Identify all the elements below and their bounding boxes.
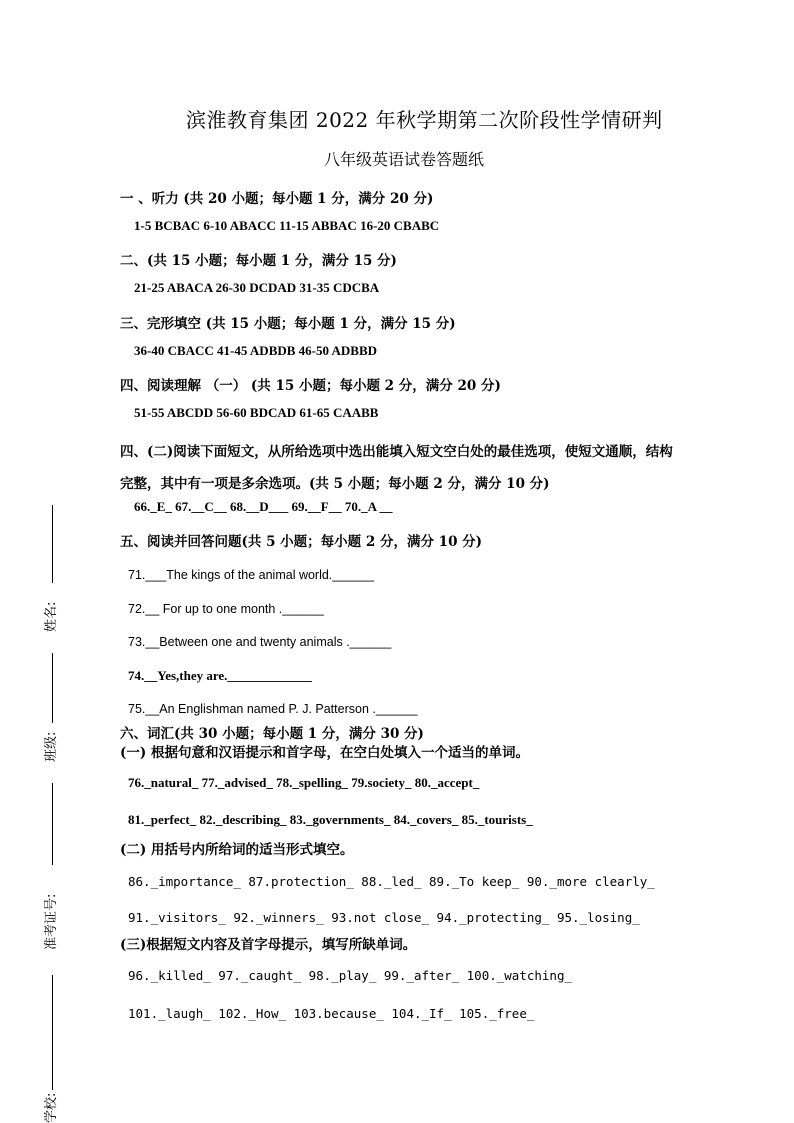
answer-75: 75.__An Englishman named P. J. Patterson .______ [128, 702, 418, 716]
section-cloze-heading: 三、完形填空 (共 15 小题；每小题 1 分，满分 15 分) [120, 316, 456, 332]
section-listening-answers: 1-5 BCBAC 6-10 ABACC 11-15 ABBAC 16-20 CBABC [134, 218, 440, 233]
name-label: 姓名: [44, 601, 59, 632]
section-vocab-sub2: (二) 用括号内所给词的适当形式填空。 [120, 842, 354, 858]
section-2-heading: 二、(共 15 小题；每小题 1 分，满分 15 分) [120, 253, 397, 269]
binding-line-class [52, 653, 53, 723]
binding-line-name [52, 505, 53, 583]
section-listening-heading: 一 、听力 (共 20 小题；每小题 1 分，满分 20 分) [120, 191, 434, 207]
section-2-answers: 21-25 ABACA 26-30 DCDAD 31-35 CDCBA [134, 280, 380, 295]
answer-72: 72.__ For up to one month .______ [128, 602, 324, 616]
class-label: 班级: [44, 731, 59, 762]
section-qa-heading: 五、阅读并回答问题(共 5 小题；每小题 2 分，满分 10 分) [120, 534, 483, 550]
answer-74: 74.__Yes,they are._____________ [128, 668, 312, 683]
section-vocab-sub1: (一) 根据句意和汉语提示和首字母，在空白处填入一个适当的单词。 [120, 745, 529, 761]
section-vocab-heading: 六、词汇(共 30 小题；每小题 1 分，满分 30 分) [120, 726, 424, 742]
page-subtitle: 八年级英语试卷答题纸 [324, 150, 485, 169]
answers-81-85: 81._perfect_ 82._describing_ 83._governments_ 84._covers_ 85._tourists_ [128, 812, 533, 827]
binding-line-examid [52, 783, 53, 865]
exam-id-label: 准考证号: [44, 893, 59, 950]
answer-73: 73.__Between one and twenty animals .______ [128, 635, 392, 649]
page-title: 滨淮教育集团 2022 年秋学期第二次阶段性学情研判 [186, 108, 663, 132]
answers-101-105: 101._laugh_ 102._How_ 103.because_ 104._If_ 105._free_ [128, 1006, 535, 1021]
section-reading-1-answers: 51-55 ABCDD 56-60 BDCAD 61-65 CAABB [134, 405, 379, 420]
section-vocab-sub3: (三)根据短文内容及首字母提示，填写所缺单词。 [120, 937, 417, 953]
section-reading-2-answers: 66._E_ 67.__C__ 68.__D___ 69.__F__ 70._A __ [134, 499, 393, 514]
answers-76-80: 76._natural_ 77._advised_ 78._spelling_ 79.society_ 80._accept_ [128, 775, 480, 790]
section-reading-2-heading: 四、(二)阅读下面短文，从所给选项中选出能填入短文空白处的最佳选项，使短文通顺，结构完整，其中有一项是多余选项。(共 5 小题；每小题 2 分，满分 10 分) [120, 444, 673, 492]
section-reading-1-heading: 四、阅读理解 （一） (共 15 小题；每小题 2 分，满分 20 分) [120, 378, 501, 394]
binding-line-school [52, 975, 53, 1090]
answers-91-95: 91._visitors_ 92._winners_ 93.not close_ 94._protecting_ 95._losing_ [128, 910, 640, 925]
answer-71: 71.___The kings of the animal world.______ [128, 568, 374, 582]
section-cloze-answers: 36-40 CBACC 41-45 ADBDB 46-50 ADBBD [134, 343, 378, 358]
answers-86-90: 86._importance_ 87.protection_ 88._led_ 89._To keep_ 90._more clearly_ [128, 874, 655, 889]
answers-96-100: 96._killed_ 97._caught_ 98._play_ 99._after_ 100._watching_ [128, 968, 573, 983]
school-label: 学校: [44, 1092, 59, 1123]
